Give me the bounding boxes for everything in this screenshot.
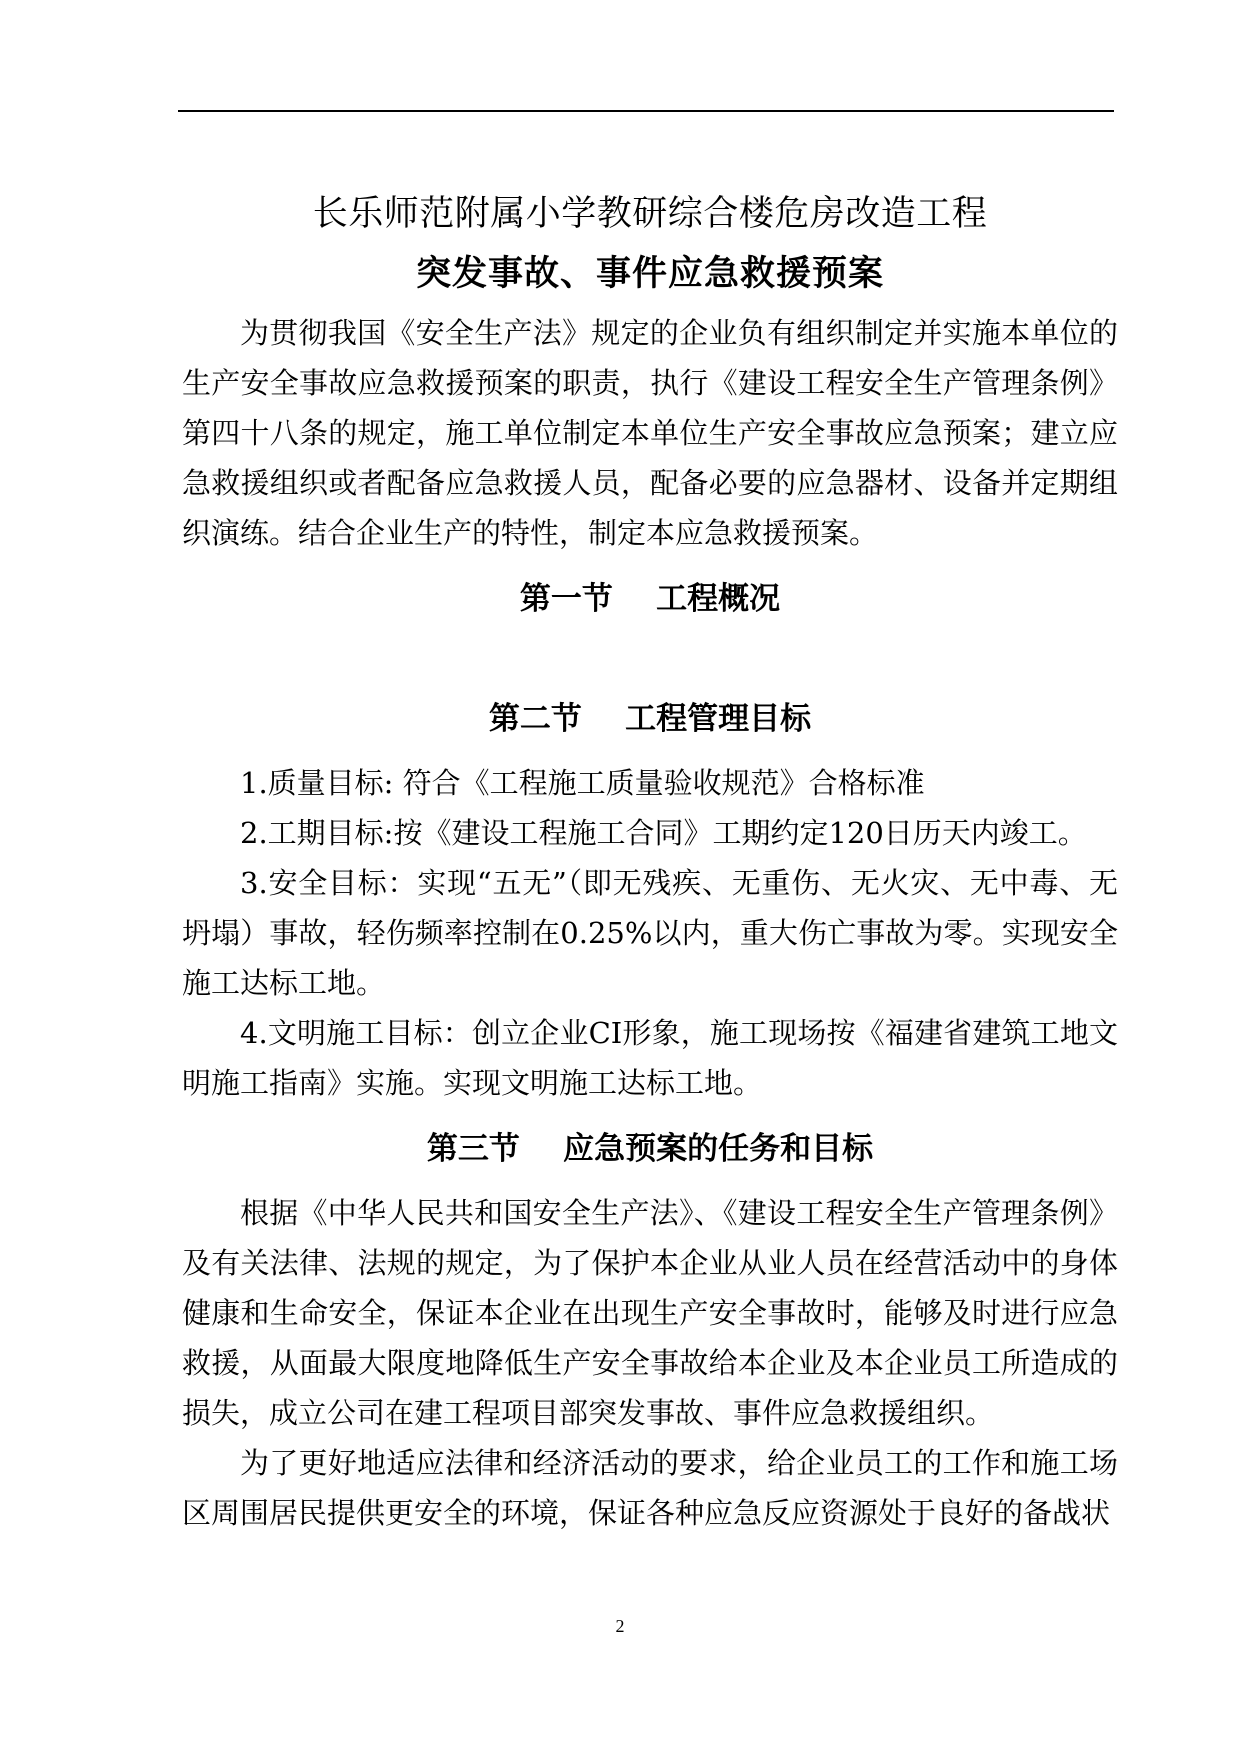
page-number: 2: [615, 1616, 625, 1636]
intro-paragraph: 为贯彻我国《安全生产法》规定的企业负有组织制定并实施本单位的生产安全事故应急救援预案的职责，执行《建设工程安全生产管理条例》第四十八条的规定，施工单位制定本单位生产安全事故应急预案；建立应急救援组织或者配备应急救援人员，配备必要的应急器材、设备并定期组织演练。结合企业生产的特性，制定本应急救援预案。: [182, 316, 1118, 550]
emergency-purpose-paragraph: 为了更好地适应法律和经济活动的要求，给企业员工的工作和施工场区周围居民提供更安全的环境，保证各种应急反应资源处于良好的备战状: [182, 1446, 1118, 1530]
goal-civilized-construction-paragraph: 4.文明施工目标：创立企业CI形象，施工现场按《福建省建筑工地文明施工指南》实施。实现文明施工达标工地。: [182, 1016, 1118, 1100]
section-title-overview: 第一节 工程概况: [519, 581, 781, 617]
section-title-emergency-tasks: 第三节 应急预案的任务和目标: [426, 1131, 874, 1167]
section-title-management-goals: 第二节 工程管理目标: [488, 701, 812, 737]
document-subtitle: 突发事故、事件应急救援预案: [415, 253, 884, 294]
emergency-legal-basis-paragraph: 根据《中华人民共和国安全生产法》、《建设工程安全生产管理条例》及有关法律、法规的规定，为了保护本企业从业人员在经营活动中的身体健康和生命安全，保证本企业在出现生产安全事故时，能够及时进行应急救援，从面最大限度地降低生产安全事故给本企业及本企业员工所造成的损失，成立公司在建工程项目部突发事故、事件应急救援组织。: [182, 1196, 1118, 1430]
document-body: [182, 190, 1118, 1538]
document-title: 长乐师范附属小学教研综合楼危房改造工程: [312, 194, 988, 234]
goal-safety-paragraph: 3.安全目标：实现“五无”（即无残疾、无重伤、无火灾、无中毒、无坍塌）事故，轻伤频率控制在0.25%以内，重大伤亡事故为零。实现安全施工达标工地。: [182, 866, 1118, 1000]
goal-quality-paragraph: 1.质量目标: 符合《工程施工质量验收规范》合格标准: [240, 766, 925, 800]
header-rule: [178, 110, 1114, 112]
goal-schedule-paragraph: 2.工期目标:按《建设工程施工合同》工期约定120日历天内竣工。: [240, 816, 1087, 850]
